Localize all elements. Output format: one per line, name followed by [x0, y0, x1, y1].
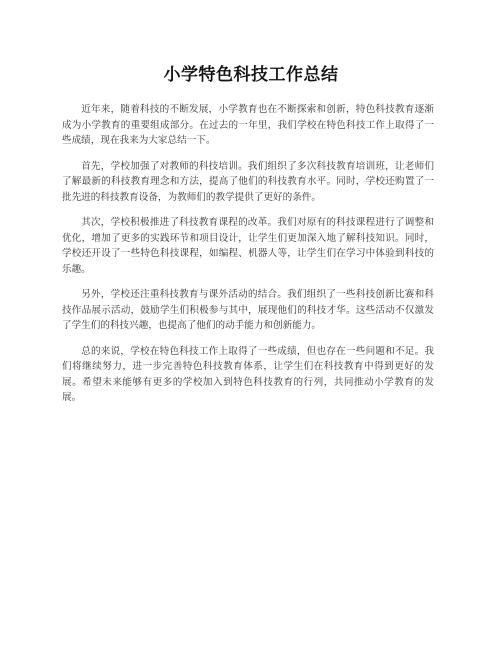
paragraph-extracurricular: 另外，学校还注重科技教育与课外活动的结合。我们组织了一些科技创新比赛和科技作品展示活动，鼓励学生们积极参与其中，展现他们的科技才华。这些活动不仅激发了学生们的科技兴趣，也提高了他们的动手能力和创新能力。	[62, 289, 434, 331]
paragraph-curriculum-reform: 其次，学校积极推进了科技教育课程的改革。我们对原有的科技课程进行了调整和优化，增加了更多的实践环节和项目设计，让学生们更加深入地了解科技知识。同时，学校还开设了一些特色科技课程，如编程、机器人等，让学生们在学习中体验到科技的乐趣。	[62, 217, 434, 275]
document-body	[62, 102, 434, 416]
document-title: 小学特色科技工作总结	[163, 65, 339, 85]
paragraph-conclusion: 总的来说，学校在特色科技工作上取得了一些成绩，但也存在一些问题和不足。我们将继续努力，进一步完善特色科技教育体系，让学生们在科技教育中得到更好的发展。希望未来能够有更多的学校加入到特色科技教育的行列，共同推动小学教育的发展。	[62, 345, 434, 403]
paragraph-teacher-training: 首先，学校加强了对教师的科技培训。我们组织了多次科技教育培训班，让老师们了解最新的科技教育理念和方法，提高了他们的科技教育水平。同时，学校还购置了一批先进的科技教育设备，为教师们的教学提供了更好的条件。	[62, 160, 434, 203]
paragraph-intro: 近年来，随着科技的不断发展，小学教育也在不断探索和创新，特色科技教育逐渐成为小学教育的重要组成部分。在过去的一年里，我们学校在特色科技工作上取得了一些成绩，现在我来为大家总结一下。	[62, 104, 434, 146]
